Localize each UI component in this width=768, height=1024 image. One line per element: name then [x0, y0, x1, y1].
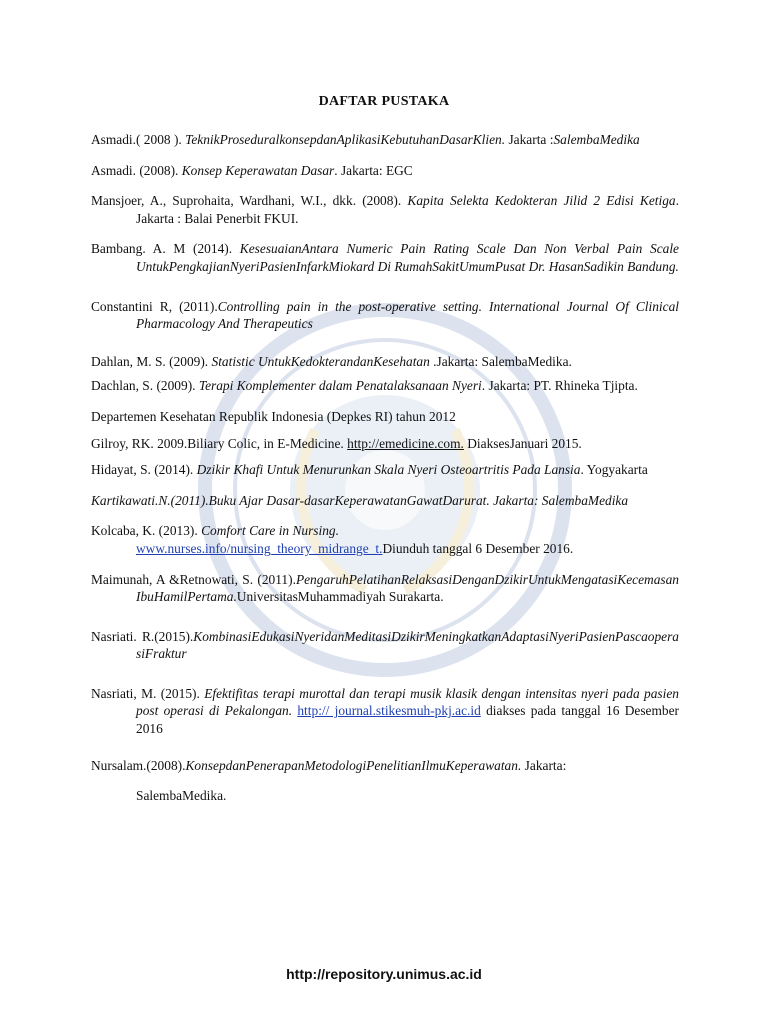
- repository-footer: http://repository.unimus.ac.id: [286, 966, 482, 982]
- reference-item: Maimunah, A &Retnowati, S. (2011).PengaruhPelatihanRelaksasiDenganDzikirUntukMengatasiKecemasanIbuHamilPertama.UniversitasMuhammadiyah Surakarta.: [91, 571, 679, 605]
- reference-item: Departemen Kesehatan Republik Indonesia (Depkes RI) tahun 2012: [91, 408, 456, 424]
- reference-link[interactable]: http://emedicine.com.: [347, 435, 464, 451]
- reference-item: Mansjoer, A., Suprohaita, Wardhani, W.I., dkk. (2008). Kapita Selekta Kedokteran Jilid 2 Edisi Ketiga. Jakarta : Balai Penerbit FKUI.: [91, 193, 679, 226]
- reference-item: Dachlan, S. (2009). Terapi Komplementer dalam Penatalaksanaan Nyeri. Jakarta: PT. Rhineka Tjipta.: [91, 378, 638, 394]
- reference-link[interactable]: www.nurses.info/nursing_theory_midrange_t.: [136, 540, 383, 556]
- reference-item: Kartikawati.N.(2011).Buku Ajar Dasar-dasarKeperawatanGawatDarurat. Jakarta: SalembaMedika: [91, 492, 629, 508]
- reference-item: Constantini R, (2011).Controlling pain in the post-operative setting. International Journal Of Clinical Pharmacology And Therapeutics: [91, 298, 679, 332]
- reference-item: Asmadi. (2008). Konsep Keperawatan Dasar. Jakarta: EGC: [91, 162, 413, 178]
- reference-list: [91, 131, 679, 811]
- reference-item: Nasriati. R.(2015).KombinasiEdukasiNyeridanMeditasiDzikirMeningkatkanAdaptasiNyeriPasienPascaoperasiFraktur: [91, 628, 679, 662]
- reference-item: Asmadi.( 2008 ). TeknikProseduralkonsepdanAplikasiKebutuhanDasarKlien. Jakarta :SalembaMedika: [91, 132, 640, 147]
- reference-item: Bambang. A. M (2014). KesesuaianAntara Numeric Pain Rating Scale Dan Non Verbal Pain Scale UntukPengkajianNyeriPasienInfarkMiokard Di RumahSakitUmumPusat Dr. HasanSadikin Bandung.: [91, 241, 679, 274]
- reference-item: Nasriati, M. (2015). Efektifitas terapi murottal dan terapi musik klasik dengan intensitas nyeri pada pasien post operasi di Pekalongan. http:// journal.stikesmuh-pkj.ac.id diakses pada tanggal 16 Desember 2016: [91, 685, 679, 737]
- reference-item: Hidayat, S. (2014). Dzikir Khafi Untuk Menurunkan Skala Nyeri Osteoartritis Pada Lansia. Yogyakarta: [91, 462, 648, 478]
- reference-item: Dahlan, M. S. (2009). Statistic UntukKedokterandanKesehatan .Jakarta: SalembaMedika.: [91, 353, 572, 369]
- reference-link[interactable]: http:// journal.stikesmuh-pkj.ac.id: [297, 703, 481, 719]
- page-title: DAFTAR PUSTAKA: [318, 94, 450, 109]
- reference-item: Gilroy, RK. 2009.Biliary Colic, in E-Medicine. http://emedicine.com. DiaksesJanuari 2015.: [91, 435, 582, 451]
- reference-item: Kolcaba, K. (2013). Comfort Care in Nursing. www.nurses.info/nursing_theory_midrange_t.Diunduh tanggal 6 Desember 2016.: [91, 523, 574, 556]
- reference-item: Nursalam.(2008).KonsepdanPenerapanMetodologiPenelitianIlmuKeperawatan. Jakarta: SalembaMedika.: [91, 757, 567, 803]
